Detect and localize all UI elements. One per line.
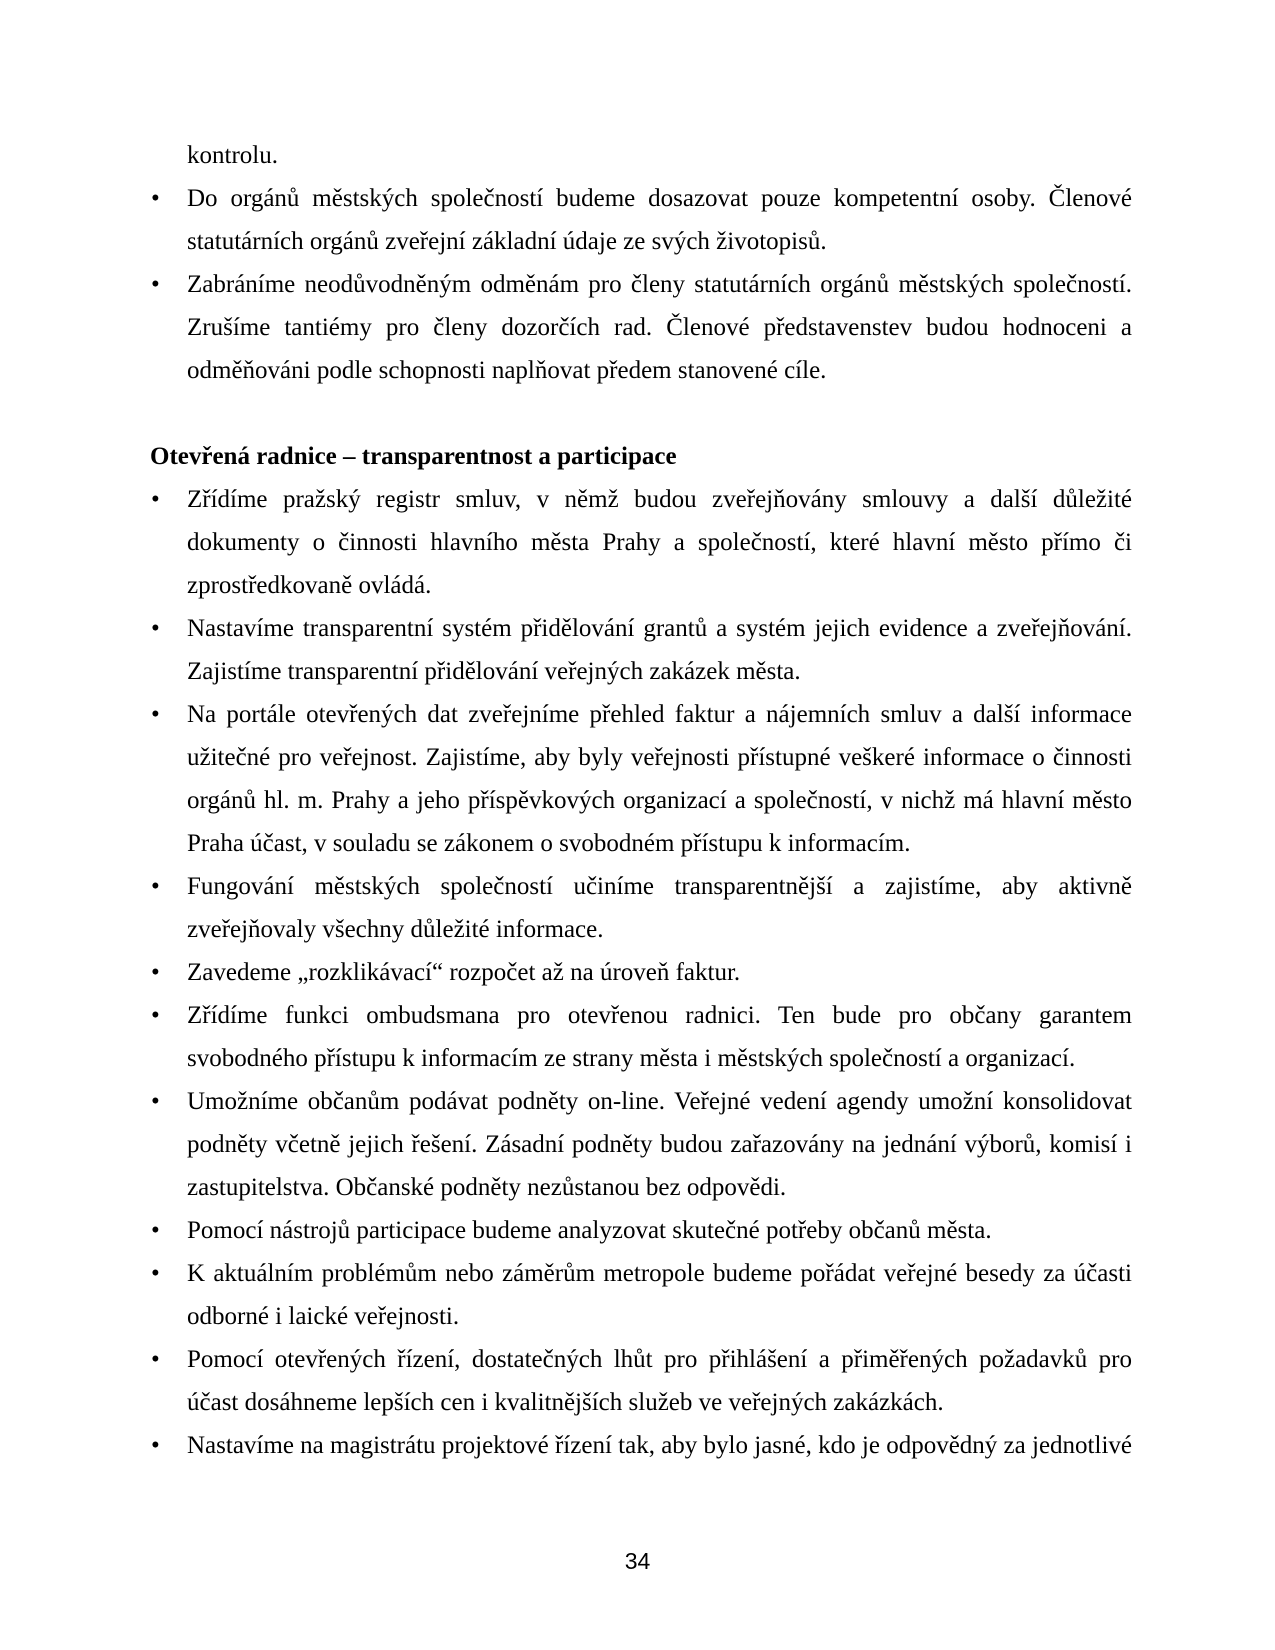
list-item	[150, 1080, 1132, 1209]
list-item	[150, 1209, 1132, 1252]
list-item	[150, 951, 1132, 994]
bullet-icon: •	[151, 486, 160, 513]
bullet-icon: •	[151, 873, 160, 900]
list-item	[150, 865, 1132, 951]
list-item-text: Na portále otevřených dat zveřejníme přehled faktur a nájemních smluv a další informace užitečné pro veřejnost. Zajistíme, aby byly veřejnosti přístupné veškeré informace o činnosti orgánů hl. m. Prahy a jeho příspěvkových organizací a společností, v nichž má hlavní město Praha účast, v souladu se zákonem o svobodném přístupu k informacím.	[187, 701, 1132, 857]
list-item	[150, 478, 1132, 607]
list-item-text: Fungování městských společností učiníme transparentnější a zajistíme, aby aktivně zveřejňovaly všechny důležité informace.	[187, 873, 1132, 943]
bullet-list-top	[150, 177, 1132, 392]
list-item	[150, 994, 1132, 1080]
bullet-icon: •	[151, 271, 160, 298]
section-heading: Otevřená radnice – transparentnost a participace	[150, 443, 677, 470]
list-item-text: Zřídíme funkci ombudsmana pro otevřenou radnici. Ten bude pro občany garantem svobodného přístupu k informacím ze strany města i městských společností a organizací.	[187, 1002, 1132, 1072]
bullet-icon: •	[151, 1088, 160, 1115]
bullet-icon: •	[151, 185, 160, 212]
list-item-text: Pomocí nástrojů participace budeme analyzovat skutečné potřeby občanů města.	[187, 1217, 992, 1244]
list-item-text: Zabráníme neodůvodněným odměnám pro členy statutárních orgánů městských společností. Zrušíme tantiémy pro členy dozorčích rad. Členové představenstev budou hodnoceni a odměňováni podle schopnosti naplňovat předem stanovené cíle.	[187, 271, 1132, 384]
list-item-text: Umožníme občanům podávat podněty on-line. Veřejné vedení agendy umožní konsolidovat podněty včetně jejich řešení. Zásadní podněty budou zařazovány na jednání výborů, komisí i zastupitelstva. Občanské podněty nezůstanou bez odpovědi.	[187, 1088, 1132, 1201]
list-item	[150, 1252, 1132, 1338]
bullet-icon: •	[151, 1260, 160, 1287]
bullet-icon: •	[151, 1217, 160, 1244]
list-item-text: Zavedeme „rozklikávací“ rozpočet až na úroveň faktur.	[187, 959, 741, 986]
list-item	[150, 177, 1132, 263]
list-item-text: K aktuálním problémům nebo záměrům metropole budeme pořádat veřejné besedy za účasti odborné i laické veřejnosti.	[187, 1260, 1132, 1330]
list-item	[150, 1338, 1132, 1424]
list-item	[150, 263, 1132, 392]
list-item-text: Zřídíme pražský registr smluv, v němž budou zveřejňovány smlouvy a další důležité dokumenty o činnosti hlavního města Prahy a společností, které hlavní město přímo či zprostředkovaně ovládá.	[187, 486, 1132, 599]
bullet-icon: •	[151, 615, 160, 642]
bullet-icon: •	[151, 959, 160, 986]
list-item-text: Pomocí otevřených řízení, dostatečných lhůt pro přihlášení a přiměřených požadavků pro účast dosáhneme lepších cen i kvalitnějších služeb ve veřejných zakázkách.	[187, 1346, 1132, 1416]
list-item-text: Nastavíme transparentní systém přidělování grantů a systém jejich evidence a zveřejňování. Zajistíme transparentní přidělování veřejných zakázek města.	[187, 615, 1132, 685]
bullet-icon: •	[151, 1002, 160, 1029]
paragraph-continuation: kontrolu.	[187, 142, 278, 169]
document-body	[150, 134, 1132, 1467]
list-item-text: Nastavíme na magistrátu projektové řízení tak, aby bylo jasné, kdo je odpovědný za jednotlivé	[187, 1432, 1132, 1459]
page-number: 34	[624, 1548, 651, 1574]
list-item	[150, 1424, 1132, 1467]
list-item	[150, 607, 1132, 693]
bullet-list-main	[150, 478, 1132, 1467]
list-item	[150, 693, 1132, 865]
list-item-text: Do orgánů městských společností budeme dosazovat pouze kompetentní osoby. Členové statutárních orgánů zveřejní základní údaje ze svých životopisů.	[187, 185, 1132, 255]
bullet-icon: •	[151, 701, 160, 728]
bullet-icon: •	[151, 1432, 160, 1459]
bullet-icon: •	[151, 1346, 160, 1373]
